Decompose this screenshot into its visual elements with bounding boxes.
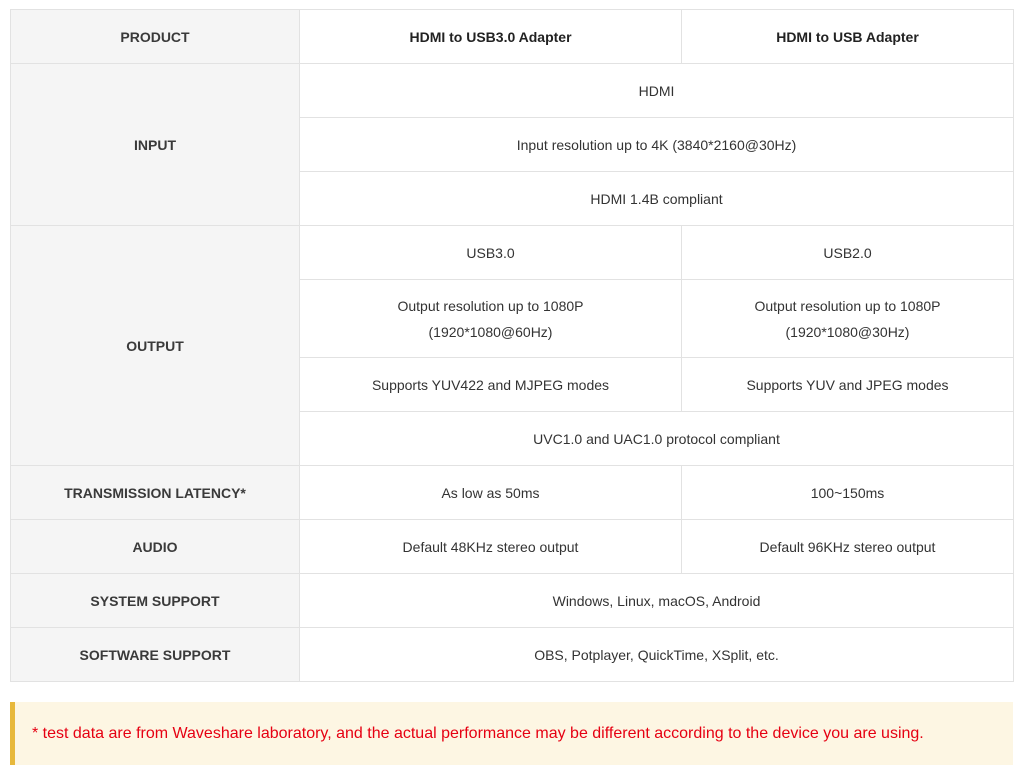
footnote-text: * test data are from Waveshare laboratory, and the actual performance may be different according to the device you are using. [32,724,924,742]
audio-label: AUDIO [11,520,300,574]
input-interface: HDMI [300,64,1014,118]
product-label: PRODUCT [11,10,300,64]
row-software [11,628,1014,682]
row-input-1 [11,64,1014,118]
output-modes-col1: Supports YUV422 and MJPEG modes [300,358,682,412]
row-product [11,10,1014,64]
footnote-box [10,702,1013,765]
output-resolution-col1-line2: (1920*1080@60Hz) [428,323,553,340]
output-protocol: UVC1.0 and UAC1.0 protocol compliant [300,412,1014,466]
input-resolution: Input resolution up to 4K (3840*2160@30Hz) [300,118,1014,172]
output-resolution-col2-line2: (1920*1080@30Hz) [785,323,910,340]
product-col2: HDMI to USB Adapter [682,10,1014,64]
output-interface-col1: USB3.0 [300,226,682,280]
software-label: SOFTWARE SUPPORT [11,628,300,682]
row-output-1 [11,226,1014,280]
output-resolution-col1-line1: Output resolution up to 1080P [397,297,584,314]
system-value: Windows, Linux, macOS, Android [300,574,1014,628]
audio-col2: Default 96KHz stereo output [682,520,1014,574]
output-modes-col2: Supports YUV and JPEG modes [682,358,1014,412]
latency-col2: 100~150ms [682,466,1014,520]
output-interface-col2: USB2.0 [682,226,1014,280]
row-system [11,574,1014,628]
row-latency [11,466,1014,520]
product-col1: HDMI to USB3.0 Adapter [300,10,682,64]
output-resolution-col2-line1: Output resolution up to 1080P [754,297,941,314]
audio-col1: Default 48KHz stereo output [300,520,682,574]
output-resolution-col1 [300,280,682,358]
row-audio [11,520,1014,574]
latency-label: TRANSMISSION LATENCY* [11,466,300,520]
spec-table [10,9,1014,682]
system-label: SYSTEM SUPPORT [11,574,300,628]
software-value: OBS, Potplayer, QuickTime, XSplit, etc. [300,628,1014,682]
input-compliance: HDMI 1.4B compliant [300,172,1014,226]
input-label: INPUT [11,64,300,226]
output-label: OUTPUT [11,226,300,466]
latency-col1: As low as 50ms [300,466,682,520]
output-resolution-col2 [682,280,1014,358]
